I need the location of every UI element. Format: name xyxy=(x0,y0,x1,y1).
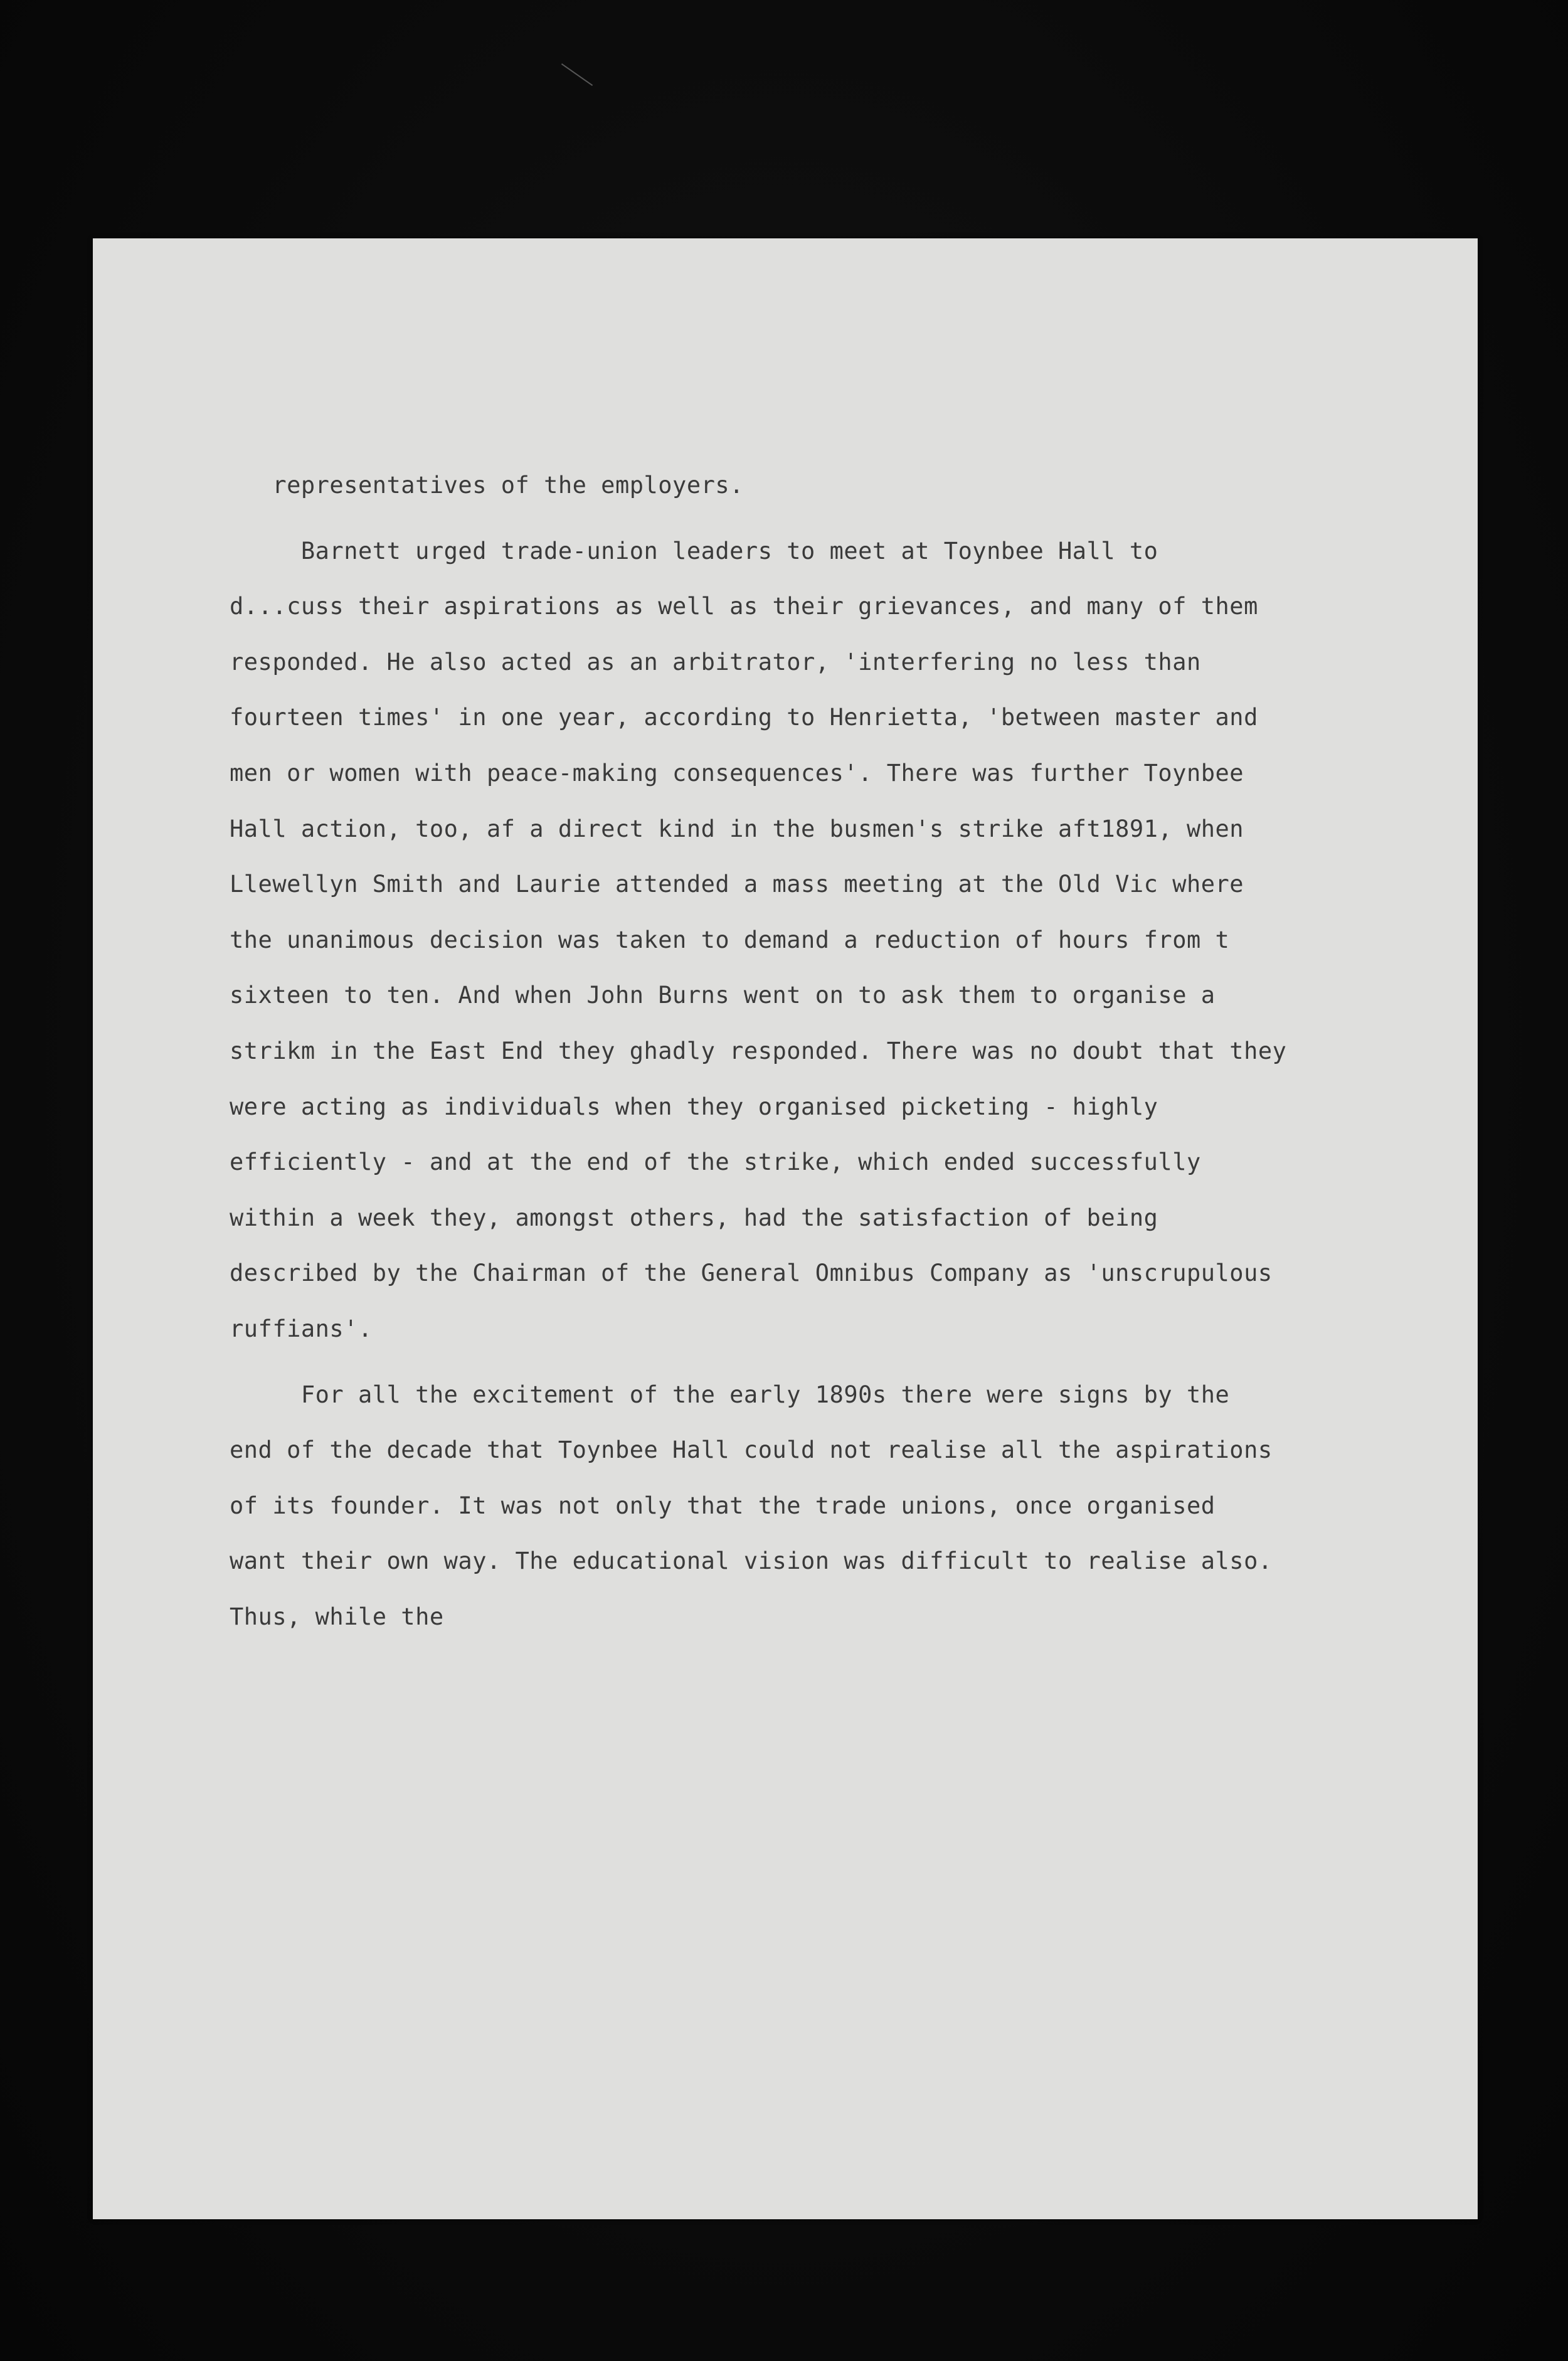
text-line: fourteen times' in one year, according to Henrietta, 'between master and xyxy=(230,704,1258,731)
text-line: strikm in the East End they ghadly responded. There was no doubt that they xyxy=(230,1037,1287,1064)
paragraph-gap xyxy=(230,1357,1396,1367)
text-line: representatives of the employers. xyxy=(230,472,744,499)
text-line: men or women with peace-making consequences'. There was further Toynbee xyxy=(230,759,1244,787)
typescript-body xyxy=(230,458,1396,1645)
text-line: efficiently - and at the end of the strike, which ended successfully xyxy=(230,1149,1201,1176)
text-line: within a week they, amongst others, had the satisfaction of being xyxy=(230,1204,1158,1231)
text-line: were acting as individuals when they organised picketing - highly xyxy=(230,1093,1158,1120)
text-line: Llewellyn Smith and Laurie attended a mass meeting at the Old Vic where xyxy=(230,871,1244,898)
text-line: ruffians'. xyxy=(230,1315,373,1342)
text-line: want their own way. The educational vision was difficult to realise also. xyxy=(230,1547,1273,1575)
text-line: sixteen to ten. And when John Burns went on to ask them to organise a xyxy=(230,982,1216,1009)
text-line: the unanimous decision was taken to demand a reduction of hours from t xyxy=(230,926,1230,953)
text-line: described by the Chairman of the General Omnibus Company as 'unscrupulous xyxy=(230,1260,1273,1287)
text-line: Barnett urged trade-union leaders to meet at Toynbee Hall to xyxy=(230,537,1158,565)
paragraph-gap xyxy=(230,514,1396,524)
text-line: For all the excitement of the early 1890s there were signs by the xyxy=(230,1381,1230,1408)
text-line: Hall action, too, af a direct kind in the busmen's strike aft1891, when xyxy=(230,815,1244,842)
text-line: responded. He also acted as an arbitrator, 'interfering no less than xyxy=(230,648,1201,676)
text-line: of its founder. It was not only that the trade unions, once organised xyxy=(230,1492,1216,1519)
text-line: Thus, while the xyxy=(230,1603,444,1630)
text-line: end of the decade that Toynbee Hall could not realise all the aspirations xyxy=(230,1436,1273,1464)
text-line: d...cuss their aspirations as well as their grievances, and many of them xyxy=(230,593,1258,620)
